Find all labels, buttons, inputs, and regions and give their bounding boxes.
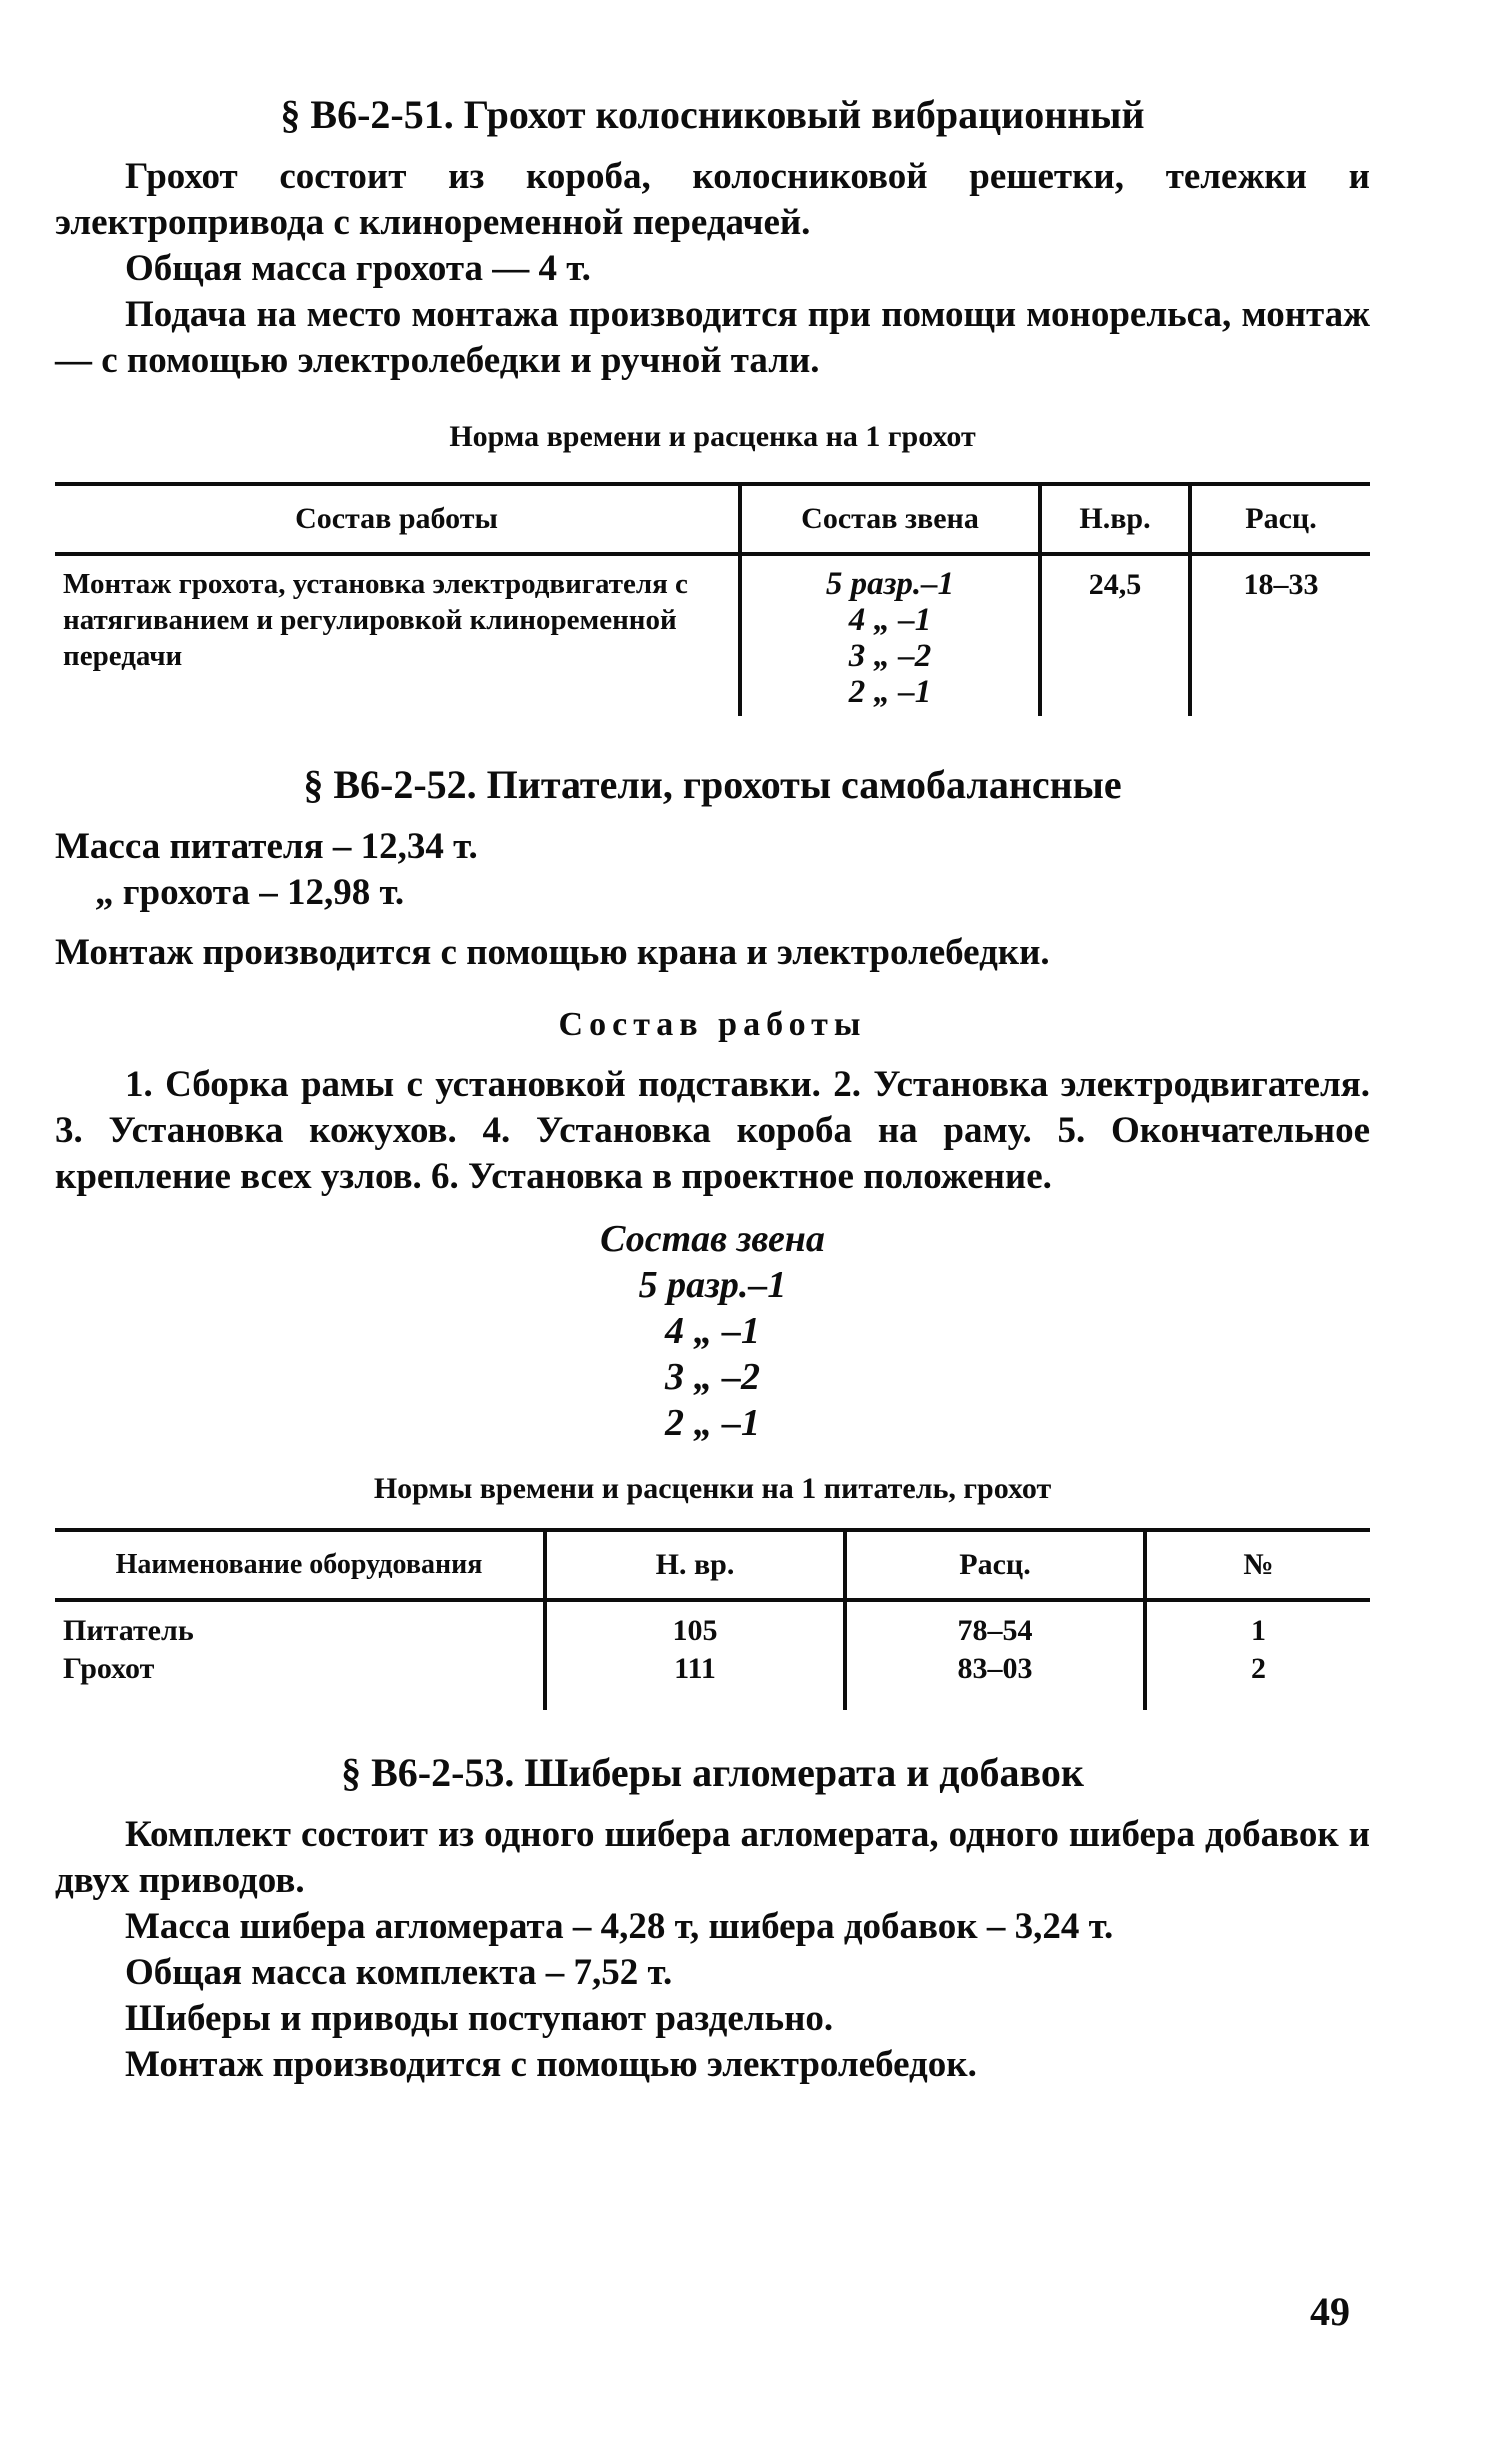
norm-cell: 24,5 xyxy=(1040,554,1190,716)
column-header: Расц. xyxy=(1190,484,1370,554)
table-caption: Норма времени и расценка на 1 грохот xyxy=(449,420,976,453)
section-b6-2-51 xyxy=(55,90,1370,716)
work-composition-title: Состав работы xyxy=(558,1006,867,1043)
section-heading: § В6-2-51. Грохот колосниковый вибрационный xyxy=(280,92,1145,137)
mass-line: Масса питателя – 12,34 т. xyxy=(55,826,478,867)
norms-table xyxy=(55,482,1370,716)
crew-composition xyxy=(55,1216,1370,1446)
rate-cell: 18–33 xyxy=(1190,554,1370,716)
norm-cell: 105 xyxy=(545,1600,845,1650)
equipment-name-cell: Грохот xyxy=(63,1652,155,1685)
crew-cell xyxy=(740,554,1040,716)
paragraph: Подача на место монтажа производится при помощи монорельса, монтаж — с помощью электролебедки и ручной тали. xyxy=(55,294,1370,381)
paragraph: Монтаж производится с помощью электролебедок. xyxy=(125,2044,977,2085)
crew-line: 5 разр.–1 xyxy=(825,566,955,602)
document-page xyxy=(55,90,1370,2088)
column-header: Состав работы xyxy=(55,484,740,554)
crew-line: 5 разр.–1 xyxy=(638,1264,787,1306)
section-b6-2-52 xyxy=(55,760,1370,1710)
table-row xyxy=(55,1650,1370,1710)
paragraph: Общая масса грохота — 4 т. xyxy=(125,248,591,289)
mass-line: „ грохота – 12,98 т. xyxy=(95,872,405,913)
column-header: № xyxy=(1145,1530,1370,1600)
crew-line: 3 „ –2 xyxy=(848,638,932,674)
paragraph: Шиберы и приводы поступают раздельно. xyxy=(125,1998,834,2039)
section-heading: § В6-2-53. Шиберы агломерата и добавок xyxy=(341,1750,1084,1795)
section-heading: § В6-2-52. Питатели, грохоты самобалансные xyxy=(303,762,1122,807)
table-row xyxy=(55,1600,1370,1650)
paragraph: Монтаж производится с помощью крана и электролебедки. xyxy=(55,932,1050,973)
column-header: Наименование оборудования xyxy=(55,1530,545,1600)
crew-line: 3 „ –2 xyxy=(665,1356,760,1398)
crew-title: Состав звена xyxy=(600,1218,825,1260)
norm-cell: 111 xyxy=(545,1650,845,1710)
table-row xyxy=(55,554,1370,716)
crew-line: 4 „ –1 xyxy=(665,1310,760,1352)
rate-cell: 83–03 xyxy=(845,1650,1145,1710)
paragraph: Грохот состоит из короба, колосниковой решетки, тележки и электропривода с клиноременной передачей. xyxy=(55,156,1370,243)
column-header: Расц. xyxy=(845,1530,1145,1600)
work-composition-text: 1. Сборка рамы с установкой подставки. 2. Установка электродвигателя. 3. Установка кожухов. 4. Установка короба на раму. 5. Окончательное крепление всех узлов. 6. Установка в проектное положение. xyxy=(55,1064,1370,1197)
number-cell: 1 xyxy=(1145,1600,1370,1650)
number-cell: 2 xyxy=(1145,1650,1370,1710)
column-header: Н. вр. xyxy=(545,1530,845,1600)
crew-line: 2 „ –1 xyxy=(665,1402,760,1444)
column-header: Состав звена xyxy=(740,484,1040,554)
paragraph: Масса шибера агломерата – 4,28 т, шибера добавок – 3,24 т. xyxy=(125,1906,1114,1947)
equipment-name-cell: Питатель xyxy=(63,1614,194,1647)
crew-line: 4 „ –1 xyxy=(848,602,932,638)
section-b6-2-53 xyxy=(55,1748,1370,2088)
column-header: Н.вр. xyxy=(1040,484,1190,554)
table-caption: Нормы времени и расценки на 1 питатель, грохот xyxy=(373,1472,1052,1505)
work-description-cell: Монтаж грохота, установка электродвигателя с натягиванием и регулировкой клиноременной передачи xyxy=(63,568,688,672)
page-number: 49 xyxy=(1310,2289,1350,2334)
paragraph: Общая масса комплекта – 7,52 т. xyxy=(125,1952,673,1993)
paragraph: Комплект состоит из одного шибера агломерата, одного шибера добавок и двух приводов. xyxy=(55,1814,1370,1901)
norms-table xyxy=(55,1528,1370,1710)
rate-cell: 78–54 xyxy=(845,1600,1145,1650)
crew-line: 2 „ –1 xyxy=(848,674,932,710)
